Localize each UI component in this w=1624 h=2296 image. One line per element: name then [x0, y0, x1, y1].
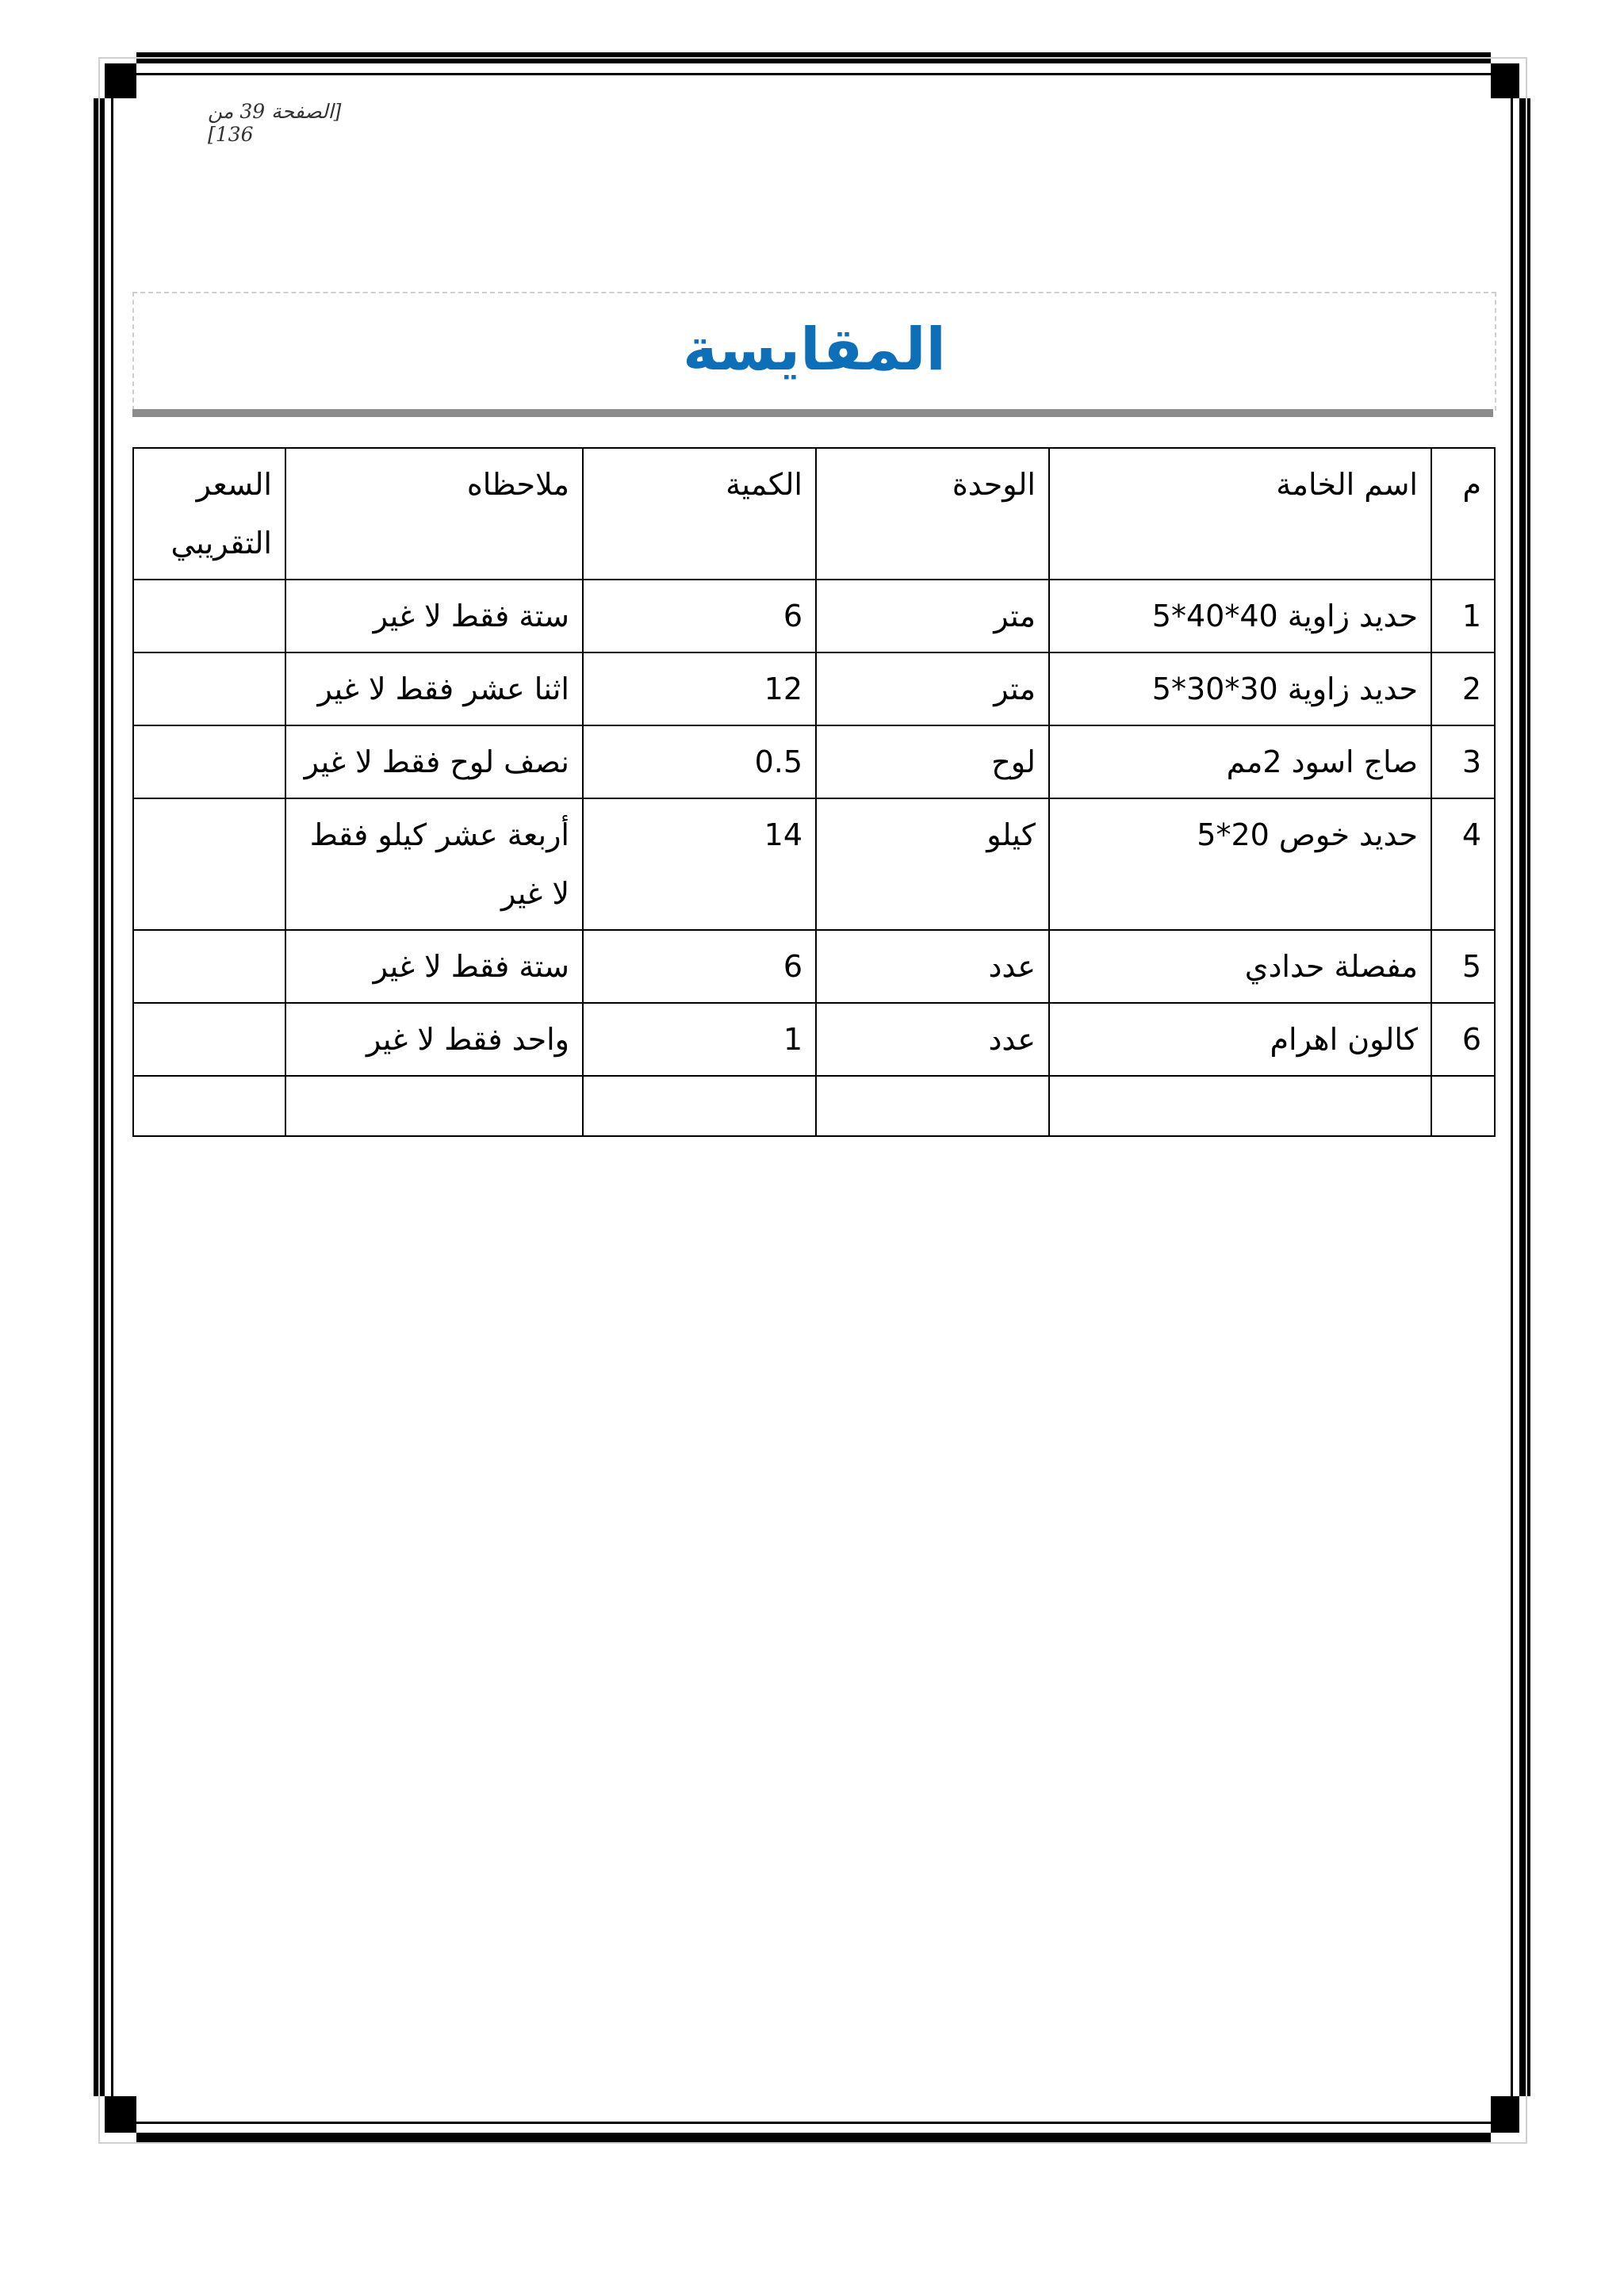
cell-price: [133, 652, 285, 725]
cell-price: [133, 930, 285, 1003]
materials-table: [132, 447, 1496, 1137]
cell-index: 2: [1431, 652, 1495, 725]
cell-unit: عدد: [816, 1003, 1049, 1076]
title-box: [132, 292, 1496, 411]
cell-unit: عدد: [816, 930, 1049, 1003]
cell-note: أربعة عشر كيلو فقط لا غير: [285, 798, 583, 930]
cell-empty: [816, 1076, 1049, 1136]
cell-price: [133, 1003, 285, 1076]
cell-empty: [285, 1076, 583, 1136]
table-row: [133, 725, 1495, 798]
page-number: [الصفحة 39 من 136]: [208, 100, 342, 146]
header-note: ملاحظاه: [285, 448, 583, 580]
cell-quantity: 0.5: [583, 725, 816, 798]
table-row: [133, 798, 1495, 930]
cell-index: 4: [1431, 798, 1495, 930]
cell-quantity: 1: [583, 1003, 816, 1076]
header-index: م: [1431, 448, 1495, 580]
cell-index: 6: [1431, 1003, 1495, 1076]
cell-note: ستة فقط لا غير: [285, 580, 583, 652]
cell-material: حديد زاوية 30*30*5: [1049, 652, 1431, 725]
table-row: [133, 652, 1495, 725]
title-underline: [132, 409, 1493, 417]
cell-quantity: 14: [583, 798, 816, 930]
header-price: السعر التقريبي: [133, 448, 285, 580]
cell-material: كالون اهرام: [1049, 1003, 1431, 1076]
cell-note: ستة فقط لا غير: [285, 930, 583, 1003]
cell-material: مفصلة حدادي: [1049, 930, 1431, 1003]
cell-note: واحد فقط لا غير: [285, 1003, 583, 1076]
cell-material: صاج اسود 2مم: [1049, 725, 1431, 798]
cell-empty: [583, 1076, 816, 1136]
cell-material: حديد خوص 20*5: [1049, 798, 1431, 930]
cell-note: نصف لوح فقط لا غير: [285, 725, 583, 798]
cell-index: 5: [1431, 930, 1495, 1003]
header-quantity: الكمية: [583, 448, 816, 580]
table-row: [133, 930, 1495, 1003]
cell-quantity: 12: [583, 652, 816, 725]
cell-price: [133, 580, 285, 652]
cell-index: 1: [1431, 580, 1495, 652]
cell-quantity: 6: [583, 580, 816, 652]
page-title: المقايسة: [683, 316, 946, 384]
cell-price: [133, 725, 285, 798]
cell-unit: كيلو: [816, 798, 1049, 930]
cell-price: [133, 798, 285, 930]
table-row-empty: [133, 1076, 1495, 1136]
cell-empty: [1431, 1076, 1495, 1136]
table-row: [133, 1003, 1495, 1076]
cell-empty: [133, 1076, 285, 1136]
header-unit: الوحدة: [816, 448, 1049, 580]
table-row: [133, 580, 1495, 652]
cell-unit: لوح: [816, 725, 1049, 798]
cell-empty: [1049, 1076, 1431, 1136]
cell-unit: متر: [816, 652, 1049, 725]
cell-unit: متر: [816, 580, 1049, 652]
header-material: اسم الخامة: [1049, 448, 1431, 580]
table-header-row: [133, 448, 1495, 580]
cell-index: 3: [1431, 725, 1495, 798]
cell-note: اثنا عشر فقط لا غير: [285, 652, 583, 725]
cell-quantity: 6: [583, 930, 816, 1003]
cell-material: حديد زاوية 40*40*5: [1049, 580, 1431, 652]
